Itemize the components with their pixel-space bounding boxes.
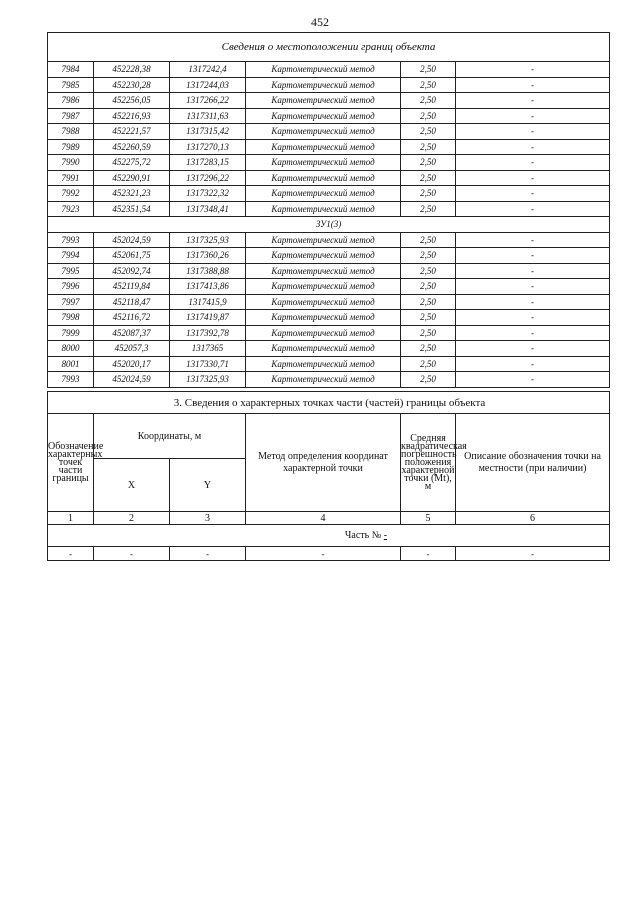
cell-coord-y: 1317270,13: [170, 139, 246, 155]
table-row: [48, 341, 610, 357]
cell-coord-x: 452221,57: [94, 124, 170, 140]
cell-coord-y: 1317325,93: [170, 232, 246, 248]
cell-method: Картометрический метод: [246, 232, 401, 248]
cell-coord-x: 452057,3: [94, 341, 170, 357]
cell-point-id: 7993: [48, 372, 94, 388]
cell-description: -: [456, 155, 610, 171]
cell-coord-x: 452024,59: [94, 232, 170, 248]
cell-method: Картометрический метод: [246, 248, 401, 264]
cell-coord-y: 1317266,22: [170, 93, 246, 109]
cell-coord-y: 1317348,41: [170, 201, 246, 217]
cell-method: Картометрический метод: [246, 139, 401, 155]
cell-error: 2,50: [401, 279, 456, 295]
cell-coord-y: 1317413,86: [170, 279, 246, 295]
cell-description: -: [456, 279, 610, 295]
cell-error: 2,50: [401, 263, 456, 279]
table-row: [48, 201, 610, 217]
cell-coord-y: 1317330,71: [170, 356, 246, 372]
cell-point-id: 7999: [48, 325, 94, 341]
cell-point-id: 7923: [48, 201, 94, 217]
cell-description: -: [456, 372, 610, 388]
cell-description: -: [456, 201, 610, 217]
part-points-table: [47, 391, 610, 561]
cell-error: 2,50: [401, 248, 456, 264]
table-row: [48, 186, 610, 202]
table-row: [48, 124, 610, 140]
cell-method: Картометрический метод: [246, 186, 401, 202]
part-label: Часть №: [344, 530, 382, 541]
boundary-points-table: [47, 32, 610, 388]
cell-coord-y: 1317392,78: [170, 325, 246, 341]
cell-point-id: 7995: [48, 263, 94, 279]
table-row: [48, 248, 610, 264]
cell-method: Картометрический метод: [246, 294, 401, 310]
col-number: 3: [170, 512, 246, 525]
table-row: [48, 372, 610, 388]
cell-coord-x: 452116,72: [94, 310, 170, 326]
table-row: [48, 279, 610, 295]
cell-point-id: 7988: [48, 124, 94, 140]
table-row: [48, 356, 610, 372]
col-description-header: Описание обозначения точки на местности (при наличии): [456, 414, 610, 512]
cell-method: Картометрический метод: [246, 124, 401, 140]
cell-error: 2,50: [401, 62, 456, 78]
col-designation-header: Обозначение характерных точек части границы: [48, 414, 94, 512]
cell-description: -: [456, 170, 610, 186]
cell-coord-x: 452118,47: [94, 294, 170, 310]
cell-error: 2,50: [401, 201, 456, 217]
cell-description: -: [456, 310, 610, 326]
cell-coord-y: 1317315,42: [170, 124, 246, 140]
cell-coord-y: 1317311,63: [170, 108, 246, 124]
cell-coord-y: 1317388,88: [170, 263, 246, 279]
empty-cell: -: [170, 547, 246, 561]
cell-coord-y: 1317360,26: [170, 248, 246, 264]
cell-point-id: 7985: [48, 77, 94, 93]
cell-error: 2,50: [401, 170, 456, 186]
col-number: 1: [48, 512, 94, 525]
cell-error: 2,50: [401, 108, 456, 124]
cell-coord-x: 452119,84: [94, 279, 170, 295]
cell-method: Картометрический метод: [246, 263, 401, 279]
cell-point-id: 7987: [48, 108, 94, 124]
cell-point-id: 7998: [48, 310, 94, 326]
cell-coord-x: 452351,54: [94, 201, 170, 217]
page-number: 452: [311, 15, 329, 29]
cell-error: 2,50: [401, 139, 456, 155]
cell-point-id: 7984: [48, 62, 94, 78]
cell-description: -: [456, 341, 610, 357]
cell-coord-x: 452260,59: [94, 139, 170, 155]
cell-point-id: 7994: [48, 248, 94, 264]
cell-error: 2,50: [401, 294, 456, 310]
cell-point-id: 7991: [48, 170, 94, 186]
cell-error: 2,50: [401, 372, 456, 388]
cell-point-id: 7989: [48, 139, 94, 155]
cell-description: -: [456, 325, 610, 341]
cell-error: 2,50: [401, 186, 456, 202]
cell-point-id: 8000: [48, 341, 94, 357]
table-row: [48, 294, 610, 310]
cell-method: Картометрический метод: [246, 108, 401, 124]
cell-description: -: [456, 263, 610, 279]
cell-method: Картометрический метод: [246, 310, 401, 326]
cell-method: Картометрический метод: [246, 170, 401, 186]
cell-point-id: 7996: [48, 279, 94, 295]
cell-description: -: [456, 139, 610, 155]
cell-error: 2,50: [401, 341, 456, 357]
cell-description: -: [456, 356, 610, 372]
cell-error: 2,50: [401, 77, 456, 93]
cell-coord-x: 452230,28: [94, 77, 170, 93]
table-row: [48, 325, 610, 341]
cell-point-id: 7990: [48, 155, 94, 171]
table-row: [48, 139, 610, 155]
cell-coord-x: 452256,05: [94, 93, 170, 109]
cell-coord-x: 452087,37: [94, 325, 170, 341]
cell-method: Картометрический метод: [246, 356, 401, 372]
cell-description: -: [456, 77, 610, 93]
cell-coord-x: 452061,75: [94, 248, 170, 264]
cell-description: -: [456, 186, 610, 202]
part-value: -: [383, 530, 388, 541]
table-row: [48, 232, 610, 248]
cell-coord-y: 1317296,22: [170, 170, 246, 186]
cell-error: 2,50: [401, 325, 456, 341]
empty-cell: -: [246, 547, 401, 561]
cell-method: Картометрический метод: [246, 62, 401, 78]
cell-coord-y: 1317325,93: [170, 372, 246, 388]
cell-coord-y: 1317244,03: [170, 77, 246, 93]
cell-error: 2,50: [401, 356, 456, 372]
col-x-header: X: [94, 459, 170, 512]
cell-method: Картометрический метод: [246, 325, 401, 341]
cell-point-id: 7993: [48, 232, 94, 248]
cell-point-id: 7997: [48, 294, 94, 310]
cell-description: -: [456, 62, 610, 78]
cell-error: 2,50: [401, 232, 456, 248]
cell-method: Картометрический метод: [246, 93, 401, 109]
cell-coord-y: 1317242,4: [170, 62, 246, 78]
table-row: [48, 108, 610, 124]
cell-method: Картометрический метод: [246, 341, 401, 357]
cell-coord-y: 1317419,87: [170, 310, 246, 326]
cell-coord-x: 452020,17: [94, 356, 170, 372]
cell-description: -: [456, 232, 610, 248]
cell-error: 2,50: [401, 124, 456, 140]
empty-cell: -: [48, 547, 94, 561]
table-row: [48, 93, 610, 109]
cell-coord-x: 452321,23: [94, 186, 170, 202]
cell-description: -: [456, 108, 610, 124]
cell-point-id: 7992: [48, 186, 94, 202]
section-header: Сведения о местоположении границ объекта: [48, 33, 610, 62]
empty-cell: -: [401, 547, 456, 561]
cell-coord-y: 1317283,15: [170, 155, 246, 171]
cell-method: Картометрический метод: [246, 77, 401, 93]
col-error-header: Средняя квадратическая погрешность положения характерной точки (Mt), м: [401, 414, 456, 512]
cell-point-id: 7986: [48, 93, 94, 109]
cell-coord-y: 1317365: [170, 341, 246, 357]
cell-error: 2,50: [401, 93, 456, 109]
cell-coord-x: 452290,91: [94, 170, 170, 186]
cell-coord-x: 452228,38: [94, 62, 170, 78]
cell-method: Картометрический метод: [246, 279, 401, 295]
table-row: [48, 155, 610, 171]
table-row: [48, 62, 610, 78]
col-number: 5: [401, 512, 456, 525]
cell-description: -: [456, 294, 610, 310]
table-row: [48, 263, 610, 279]
col-coordinates-header: Координаты, м: [94, 414, 246, 459]
zone-label: ЗУ1(3): [48, 217, 610, 233]
cell-coord-x: 452216,93: [94, 108, 170, 124]
cell-description: -: [456, 124, 610, 140]
cell-point-id: 8001: [48, 356, 94, 372]
col-number: 2: [94, 512, 170, 525]
cell-method: Картометрический метод: [246, 155, 401, 171]
cell-coord-x: 452092,74: [94, 263, 170, 279]
col-number: 4: [246, 512, 401, 525]
cell-method: Картометрический метод: [246, 201, 401, 217]
cell-description: -: [456, 248, 610, 264]
cell-description: -: [456, 93, 610, 109]
cell-coord-y: 1317415,9: [170, 294, 246, 310]
col-y-header: Y: [170, 459, 246, 512]
part-row: [48, 525, 610, 547]
col-method-header: Метод определения координат характерной точки: [246, 414, 401, 512]
empty-cell: -: [94, 547, 170, 561]
section3-title: 3. Сведения о характерных точках части (частей) границы объекта: [48, 392, 610, 414]
empty-cell: -: [456, 547, 610, 561]
table-row: [48, 310, 610, 326]
cell-error: 2,50: [401, 155, 456, 171]
cell-method: Картометрический метод: [246, 372, 401, 388]
table-row: [48, 77, 610, 93]
cell-coord-y: 1317322,32: [170, 186, 246, 202]
cell-coord-x: 452275,72: [94, 155, 170, 171]
cell-error: 2,50: [401, 310, 456, 326]
col-number: 6: [456, 512, 610, 525]
cell-coord-x: 452024,59: [94, 372, 170, 388]
table-row: [48, 170, 610, 186]
